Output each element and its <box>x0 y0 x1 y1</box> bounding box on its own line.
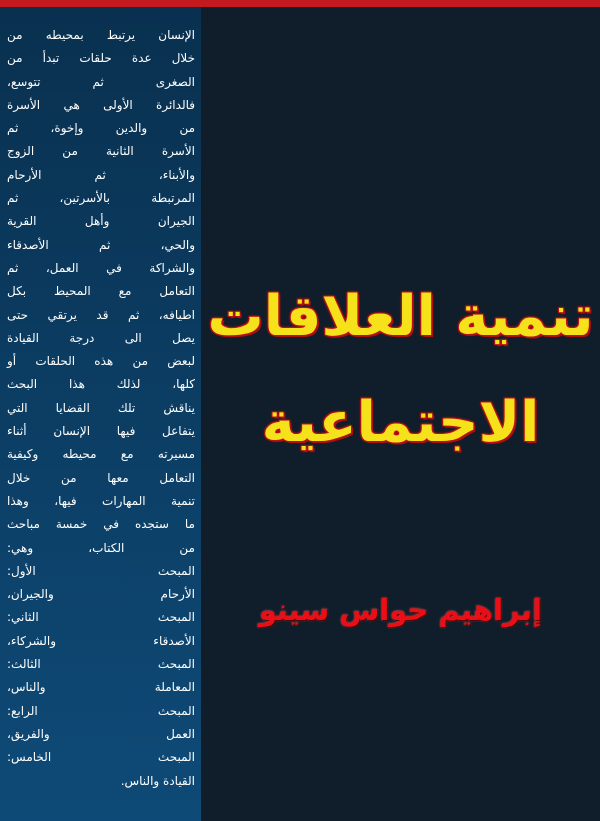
blurb-line: والحي، ثم الأصدقاء <box>7 237 195 252</box>
blurb-line: يتفاعل فيها الإنسان أثناء <box>7 424 195 439</box>
blurb-line: من والدين وإخوة، ثم <box>7 121 195 136</box>
blurb-line: ما ستجده في خمسة مباحث <box>7 517 195 532</box>
blurb-line: الأسرة الثانية من الزوج <box>7 144 195 159</box>
blurb-line: يصل الى درجة القيادة <box>7 330 195 345</box>
blurb-line: الجيران وأهل القرية <box>7 214 195 229</box>
blurb-line: المعاملة والناس، <box>7 680 195 695</box>
blurb-line: المبحث الرابع: <box>7 703 195 718</box>
blurb-line: التعامل مع المحيط بكل <box>7 284 195 299</box>
blurb-line: والشراكة في العمل، ثم <box>7 260 195 275</box>
blurb-line: اطيافه، ثم قد يرتقي حتى <box>7 307 195 322</box>
blurb-line: فالدائرة الأولى هي الأسرة <box>7 97 195 112</box>
blurb-line: الأصدقاء والشركاء، <box>7 633 195 648</box>
blurb-line: كلها، لذلك هذا البحث <box>7 377 195 392</box>
blurb-line: مسيرته مع محيطه وكيفية <box>7 447 195 462</box>
blurb-line: الأرحام والجيران، <box>7 587 195 602</box>
blurb-line: من الكتاب، وهي: <box>7 540 195 555</box>
book-title-line-2: الاجتماعية <box>261 390 540 455</box>
blurb-line: والأبناء، ثم الأرحام <box>7 167 195 182</box>
blurb-text <box>7 24 195 793</box>
blurb-line: لبعض من هذه الحلقات أو <box>7 354 195 369</box>
blurb-line: المبحث الأول: <box>7 563 195 578</box>
top-red-bar <box>0 0 600 7</box>
blurb-line: التعامل معها من خلال <box>7 470 195 485</box>
blurb-line: خلال عدة حلقات تبدأ من <box>7 51 195 66</box>
blurb-line: القيادة والناس. <box>120 773 195 788</box>
book-title-line-1: تنمية العلاقات <box>207 284 594 349</box>
blurb-line: العمل والفريق، <box>7 726 195 741</box>
blurb-line: المبحث الثالث: <box>7 657 195 672</box>
blurb-line: تنمية المهارات فيها، وهذا <box>7 493 195 508</box>
blurb-line: المبحث الثاني: <box>7 610 195 625</box>
author-name: إبراهيم حواس سينو <box>258 593 543 627</box>
blurb-line: الإنسان يرتبط بمحيطه من <box>7 28 195 42</box>
blurb-line: الصغرى ثم تتوسع، <box>7 74 195 89</box>
blurb-line: يناقش تلك القضايا التي <box>7 400 195 415</box>
blurb-line: المبحث الخامس: <box>7 750 195 765</box>
blurb-line: المرتبطة بالأسرتين، ثم <box>7 191 195 206</box>
